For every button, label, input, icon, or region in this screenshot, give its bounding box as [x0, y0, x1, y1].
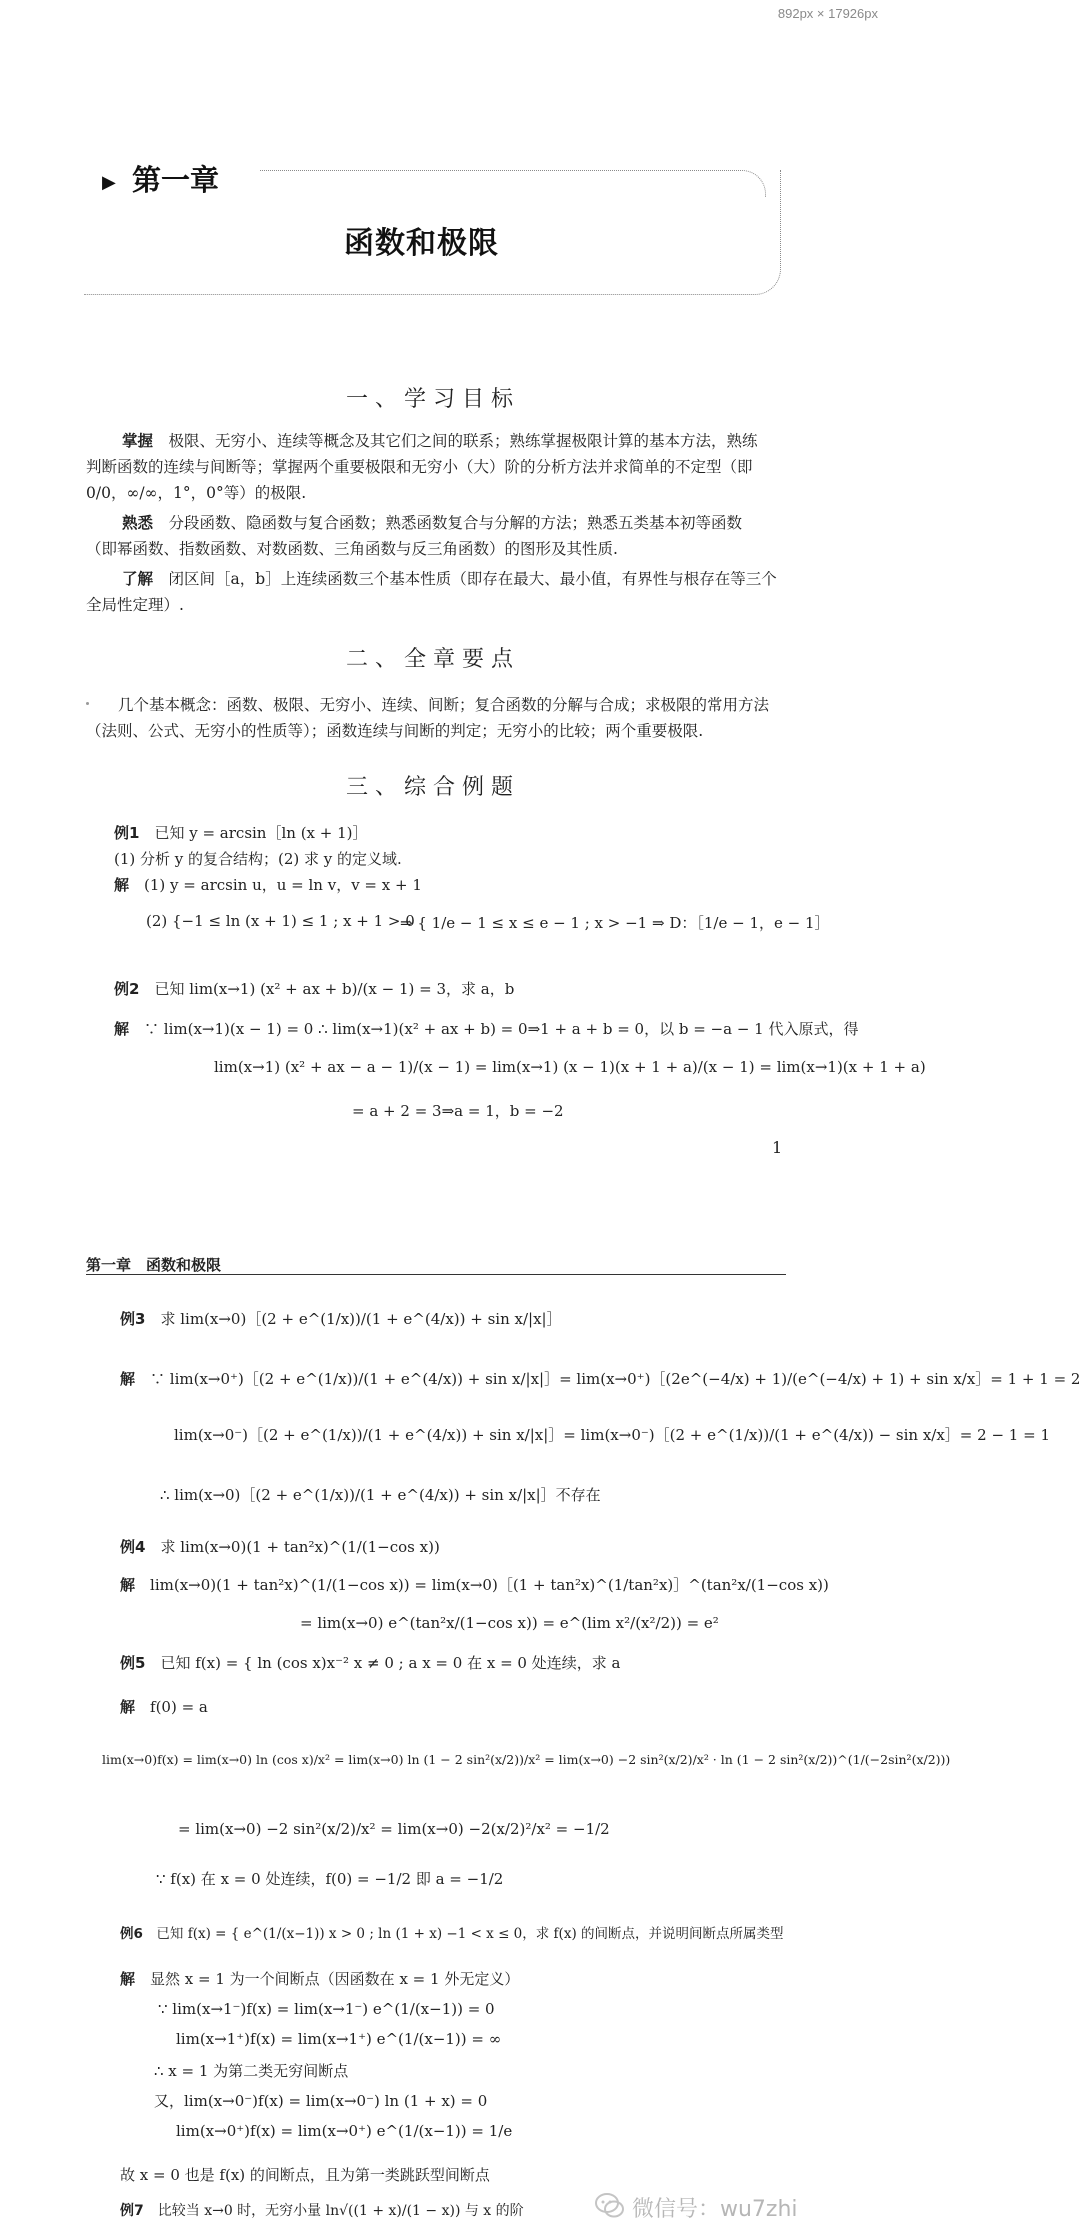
example-3-solution-1-text: ∵ lim(x→0⁺)［(2 + e^(1/x))/(1 + e^(4/x)) + sin x/|x|］= lim(x→0⁺)［(2e^(−4/x) + 1)/(e^(−4/x) + 1) + sin x/x］= 1 + 1 = 2 [150, 1370, 1080, 1388]
example-3-solution-1 [120, 1368, 1080, 1389]
solution-label: 解 [120, 1576, 136, 1594]
goal-understand-line2: 全局性定理）. [86, 596, 184, 614]
example-4-solution-1 [120, 1574, 829, 1595]
solution-label: 解 [120, 1370, 136, 1388]
watermark: 微信号：wu7zhi [632, 2197, 798, 2222]
section-title-keypoints: 二、全章要点 [346, 647, 521, 672]
example-5-question [120, 1652, 620, 1673]
example-6-solution-4: ∴ x = 1 为第二类无穷间断点 [154, 2062, 349, 2080]
example-5-solution-1-text: f(0) = a [150, 1698, 208, 1716]
solution-label: 解 [114, 1020, 130, 1038]
goal-understand-line1 [122, 566, 777, 592]
example-4-solution-2: = lim(x→0) e^(tan²x/(1−cos x)) = e^(lim x²/(x²/2)) = e² [300, 1614, 719, 1632]
goal-understand-text1: 闭区间［a，b］上连续函数三个基本性质（即存在最大、最小值，有界性与根存在等三个 [168, 570, 777, 588]
example-6-solution-1-text: 显然 x = 1 为一个间断点（因函数在 x = 1 外无定义） [150, 1970, 520, 1988]
example-4-question [120, 1536, 440, 1557]
solution-label: 解 [120, 1698, 136, 1716]
solution-label: 解 [114, 876, 130, 894]
example-3-solution-2: lim(x→0⁻)［(2 + e^(1/x))/(1 + e^(4/x)) + sin x/|x|］= lim(x→0⁻)［(2 + e^(1/x))/(1 + e^(4/x)) − sin x/x］= 2 − 1 = 1 [174, 1426, 1050, 1444]
wechat-icon [594, 2190, 626, 2222]
example-1-question [114, 822, 368, 843]
example-5-solution-3: = lim(x→0) −2 sin²(x/2)/x² = lim(x→0) −2(x/2)²/x² = −1/2 [178, 1820, 610, 1838]
example-6-solution-5: 又，lim(x→0⁻)f(x) = lim(x→0⁻) ln (1 + x) = 0 [154, 2092, 488, 2110]
header-rule [86, 1274, 786, 1275]
section-title-goals: 一、学习目标 [346, 387, 521, 412]
example-1-solution-1 [114, 874, 422, 895]
example-5-solution-4: ∵ f(x) 在 x = 0 处连续，f(0) = −1/2 即 a = −1/2 [156, 1870, 504, 1888]
example-1-subquestion: (1) 分析 y 的复合结构；(2) 求 y 的定义域. [114, 850, 402, 868]
example-2-solution-1 [114, 1018, 858, 1039]
image-dimension-label: 892px × 17926px [777, 6, 878, 21]
example-3-solution-3: ∴ lim(x→0)［(2 + e^(1/x))/(1 + e^(4/x)) + sin x/|x|］不存在 [160, 1486, 601, 1504]
example-3-text: 求 lim(x→0)［(2 + e^(1/x))/(1 + e^(4/x)) + sin x/|x|］ [160, 1310, 562, 1328]
example-3-question [120, 1308, 562, 1329]
chapter-label: 第一章 [132, 163, 220, 197]
example-6-solution-3: lim(x→1⁺)f(x) = lim(x→1⁺) e^(1/(x−1)) = ∞ [176, 2030, 502, 2048]
example-1-solution-2a: (2) {−1 ≤ ln (x + 1) ≤ 1 ; x + 1 > 0 [146, 912, 415, 930]
example-4-text: 求 lim(x→0)(1 + tan²x)^(1/(1−cos x)) [160, 1538, 440, 1556]
goal-familiar-line1 [122, 510, 742, 536]
example-1-solution-2b: ⇒ { 1/e − 1 ≤ x ≤ e − 1 ; x > −1 ⇒ D：［1/e − 1，e − 1］ [400, 914, 830, 932]
goal-understand-head: 了解 [122, 570, 154, 588]
chapter-arrow-icon: ▶ [102, 172, 116, 193]
goal-master-line1 [122, 428, 758, 454]
chapter-title: 函数和极限 [344, 226, 499, 261]
keypoints-line1: 几个基本概念：函数、极限、无穷小、连续、间断；复合函数的分解与合成；求极限的常用方法 [118, 696, 770, 714]
goal-familiar-text1: 分段函数、隐函数与复合函数；熟悉函数复合与分解的方法；熟悉五类基本初等函数 [168, 514, 743, 532]
example-6-text: 已知 f(x) = { e^(1/(x−1)) x > 0 ; ln (1 + x) −1 < x ≤ 0，求 f(x) 的间断点，并说明间断点所属类型 [156, 1926, 784, 1942]
example-2-solution-1-text: ∵ lim(x→1)(x − 1) = 0 ∴ lim(x→1)(x² + ax + b) = 0⇒1 + a + b = 0，以 b = −a − 1 代入原式，得 [144, 1020, 859, 1038]
example-6-label: 例6 [120, 1926, 143, 1942]
example-6-solution-6: lim(x→0⁺)f(x) = lim(x→0⁺) e^(1/(x−1)) = 1/e [176, 2122, 513, 2140]
example-5-label: 例5 [120, 1654, 146, 1672]
example-3-label: 例3 [120, 1310, 146, 1328]
example-1-text: 已知 y = arcsin［ln (x + 1)］ [154, 824, 368, 842]
goal-master-line3: 0/0，∞/∞，1°，0°等）的极限. [86, 484, 307, 502]
page-number: 1 [772, 1138, 783, 1157]
example-2-text: 已知 lim(x→1) (x² + ax + b)/(x − 1) = 3，求 a，b [154, 980, 515, 998]
example-5-solution-2: lim(x→0)f(x) = lim(x→0) ln (cos x)/x² = lim(x→0) ln (1 − 2 sin²(x/2))/x² = lim(x→0) −2 sin²(x/2)/x² · ln (1 − 2 sin²(x/2))^(1/(−2sin²(x/2))) [102, 1752, 951, 1767]
example-5-text: 已知 f(x) = { ln (cos x)x⁻² x ≠ 0 ; a x = 0 在 x = 0 处连续，求 a [160, 1654, 621, 1672]
example-1-label: 例1 [114, 824, 140, 842]
example-1-solution-1-text: (1) y = arcsin u，u = ln v，v = x + 1 [144, 876, 422, 894]
example-2-label: 例2 [114, 980, 140, 998]
example-6-question [120, 1922, 784, 1942]
section-title-examples: 三、综合例题 [346, 775, 521, 800]
example-6-solution-7: 故 x = 0 也是 f(x) 的间断点，且为第一类跳跃型间断点 [120, 2166, 490, 2184]
example-7-label: 例7 [120, 2203, 144, 2219]
example-4-label: 例4 [120, 1538, 146, 1556]
goal-master-text1: 极限、无穷小、连续等概念及其它们之间的联系；熟练掌握极限计算的基本方法，熟练 [168, 432, 758, 450]
example-4-solution-1-text: lim(x→0)(1 + tan²x)^(1/(1−cos x)) = lim(x→0)［(1 + tan²x)^(1/tan²x)］^(tan²x/(1−cos x)) [150, 1576, 829, 1594]
stray-mark [86, 702, 89, 705]
example-5-solution-1 [120, 1696, 208, 1717]
goal-master-line2: 判断函数的连续与间断等；掌握两个重要极限和无穷小（大）阶的分析方法并求简单的不定型（即 [86, 458, 753, 476]
goal-familiar-head: 熟悉 [122, 514, 154, 532]
example-7-text: 比较当 x→0 时，无穷小量 ln√((1 + x)/(1 − x)) 与 x 的阶 [157, 2203, 524, 2219]
goal-familiar-line2: （即幂函数、指数函数、对数函数、三角函数与反三角函数）的图形及其性质. [86, 540, 618, 558]
example-6-solution-2: ∵ lim(x→1⁻)f(x) = lim(x→1⁻) e^(1/(x−1)) = 0 [158, 2000, 495, 2018]
running-head: 第一章 函数和极限 [86, 1256, 222, 1274]
example-2-solution-2: lim(x→1) (x² + ax − a − 1)/(x − 1) = lim(x→1) (x − 1)(x + 1 + a)/(x − 1) = lim(x→1)(x + 1 + a) [214, 1058, 926, 1076]
example-2-solution-3: = a + 2 = 3⇒a = 1，b = −2 [352, 1102, 564, 1120]
solution-label: 解 [120, 1970, 136, 1988]
example-7-question [120, 2200, 524, 2220]
example-6-solution-1 [120, 1968, 519, 1989]
goal-master-head: 掌握 [122, 432, 154, 450]
keypoints-line2: （法则、公式、无穷小的性质等）；函数连续与间断的判定；无穷小的比较；两个重要极限. [86, 722, 704, 740]
example-2-question [114, 978, 514, 999]
